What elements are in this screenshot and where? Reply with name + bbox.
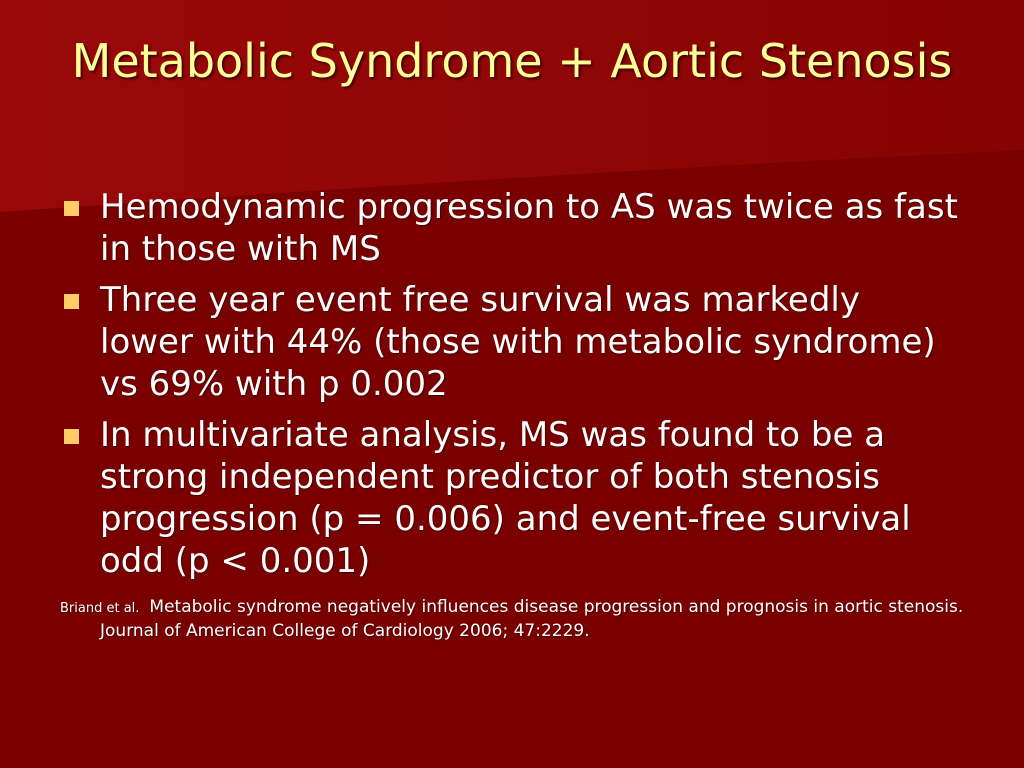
square-bullet-icon: [64, 294, 79, 309]
square-bullet-icon: [64, 429, 79, 444]
bullet-list: [60, 186, 960, 591]
bullet-text: Hemodynamic progression to AS was twice as fast in those with MS: [100, 187, 958, 269]
bullet-item: [60, 279, 960, 405]
slide-title: Metabolic Syndrome + Aortic Stenosis: [71, 34, 953, 88]
bullet-item: [60, 414, 960, 582]
citation-text: Metabolic syndrome negatively influences disease progression and prognosis in aortic stenosis. Journal of American College of Cardiology 2006; 47:2229.: [100, 597, 964, 641]
bullet-text: In multivariate analysis, MS was found to be a strong independent predictor of both stenosis progression (p = 0.006) and event-free survival odd (p < 0.001): [100, 415, 911, 581]
square-bullet-icon: [64, 201, 79, 216]
citation-author: Briand et al.: [60, 601, 140, 616]
citation: [60, 596, 1000, 642]
bullet-text: Three year event free survival was markedly lower with 44% (those with metabolic syndrome) vs 69% with p 0.002: [100, 280, 936, 404]
bullet-item: [60, 186, 960, 270]
